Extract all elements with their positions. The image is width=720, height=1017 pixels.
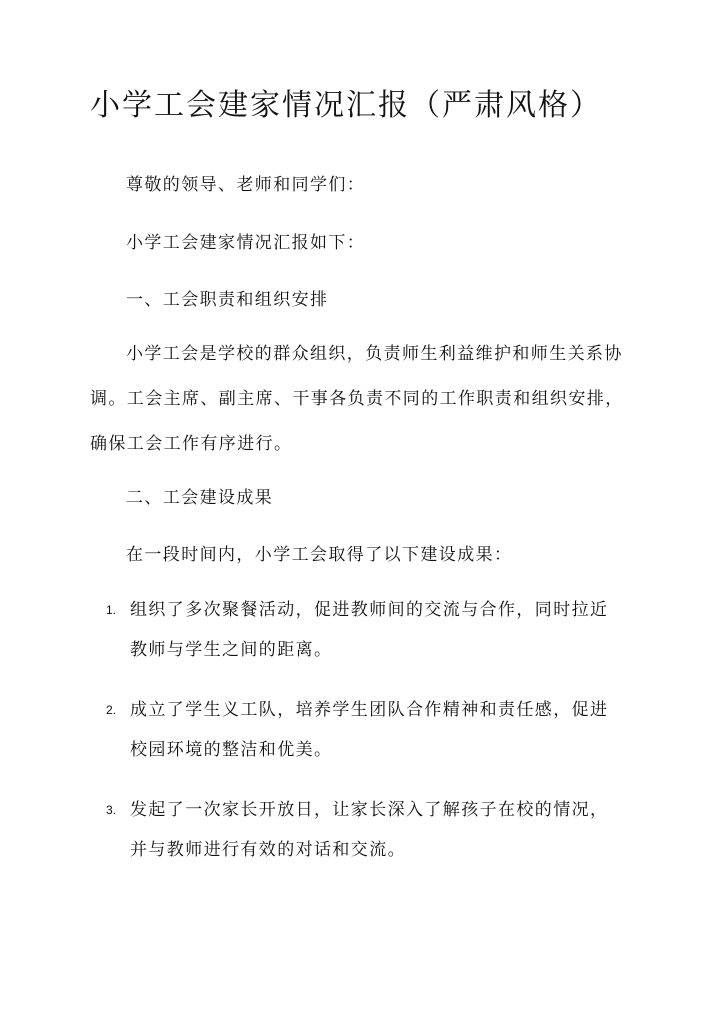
- greeting: 尊敬的领导、老师和同学们：: [126, 175, 366, 195]
- list-item-number: 3.: [106, 803, 117, 817]
- list-item: [106, 790, 626, 870]
- list-item-number: 1.: [106, 603, 117, 617]
- section-body-duties: 小学工会是学校的群众组织，负责师生利益维护和师生关系协调。工会主席、副主席、干事各负责不同的工作职责和组织安排，确保工会工作有序进行。: [90, 344, 624, 454]
- list-item-text: 组织了多次聚餐活动，促进教师间的交流与合作，同时拉近教师与学生之间的距离。: [130, 600, 609, 660]
- list-item-text: 成立了学生义工队，培养学生团队合作精神和责任感，促进校园环境的整洁和优美。: [130, 700, 609, 760]
- section-heading-duties: 一、工会职责和组织安排: [126, 290, 329, 310]
- document-title: 小学工会建家情况汇报（严肃风格）: [90, 88, 602, 123]
- list-item: [106, 690, 626, 770]
- list-item-number: 2.: [106, 703, 117, 717]
- achievements-intro: 在一段时间内，小学工会取得了以下建设成果：: [126, 545, 513, 565]
- list-item-text: 发起了一次家长开放日，让家长深入了解孩子在校的情况，并与教师进行有效的对话和交流。: [130, 800, 609, 860]
- intro-line: 小学工会建家情况汇报如下：: [126, 233, 366, 253]
- list-item: [106, 590, 626, 670]
- section-heading-achievements: 二、工会建设成果: [126, 488, 274, 508]
